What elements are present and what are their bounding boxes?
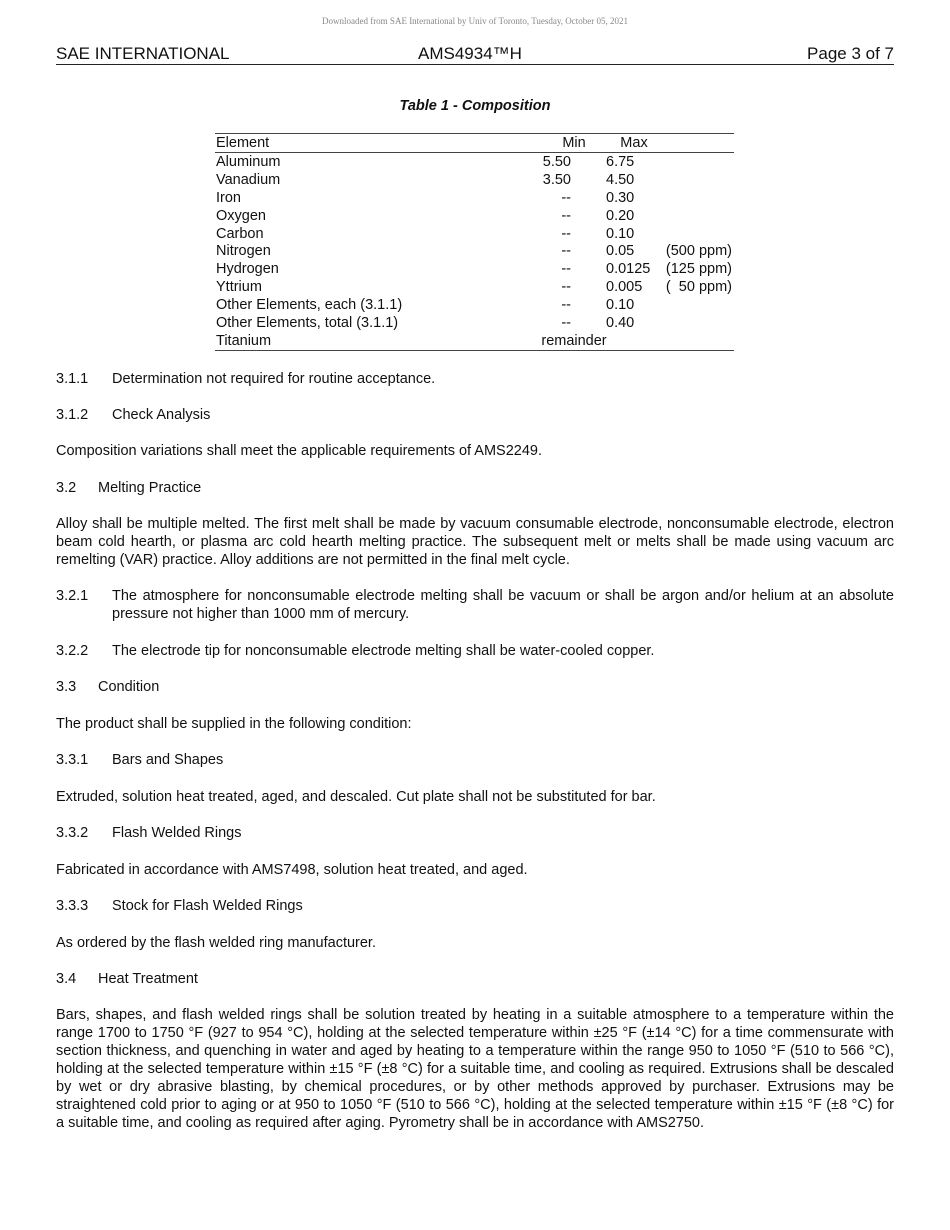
cell-max: 6.75 xyxy=(606,154,635,170)
section-text: The atmosphere for nonconsumable electrode melting shall be vacuum or shall be argon and/or helium at an absolute pressure not higher than 1000 mm of mercury. xyxy=(112,588,894,622)
column-header-max: Max xyxy=(620,135,648,151)
cell-max: 0.0125 xyxy=(606,261,651,278)
section-3-2-1 xyxy=(56,587,894,627)
cell-element: Vanadium xyxy=(216,171,281,188)
table-row xyxy=(215,260,734,278)
cell-min: -- xyxy=(561,279,571,296)
paragraph-3-3-1: Extruded, solution heat treated, aged, and descaled. Cut plate shall not be substituted for bar. xyxy=(56,789,656,805)
cell-ppm: ( 50 ppm) xyxy=(665,279,732,296)
section-title: Heat Treatment xyxy=(98,971,198,987)
composition-table xyxy=(215,133,734,351)
section-title: Flash Welded Rings xyxy=(112,825,242,841)
section-title: Condition xyxy=(98,679,160,695)
section-title: Bars and Shapes xyxy=(112,752,224,768)
section-number: 3.1.1 xyxy=(56,371,89,387)
cell-element: Titanium xyxy=(216,332,272,349)
paragraph-3-3-2: Fabricated in accordance with AMS7498, solution heat treated, and aged. xyxy=(56,862,528,878)
paragraph-3-1-2: Composition variations shall meet the applicable requirements of AMS2249. xyxy=(56,443,543,459)
cell-min: 3.50 xyxy=(542,171,571,188)
table-row xyxy=(215,225,734,243)
cell-ppm: (500 ppm) xyxy=(665,243,732,260)
cell-element: Carbon xyxy=(216,225,264,242)
column-header-min: Min xyxy=(562,135,586,151)
cell-element: Hydrogen xyxy=(216,261,279,278)
cell-max: 0.10 xyxy=(606,297,635,314)
cell-min: -- xyxy=(561,261,571,278)
section-number: 3.4 xyxy=(56,971,77,987)
cell-max: 0.005 xyxy=(606,279,643,296)
cell-element: Nitrogen xyxy=(216,243,271,260)
cell-min: -- xyxy=(561,297,571,314)
section-title: Check Analysis xyxy=(112,407,211,423)
paragraph-3-3: The product shall be supplied in the following condition: xyxy=(56,716,412,732)
cell-min: -- xyxy=(561,243,571,260)
cell-max: 0.20 xyxy=(606,207,635,224)
table-row xyxy=(215,207,734,225)
section-title: Stock for Flash Welded Rings xyxy=(112,898,303,914)
download-watermark: Downloaded from SAE International by Univ of Toronto, Tuesday, October 05, 2021 xyxy=(321,16,629,26)
section-number: 3.3.1 xyxy=(56,752,89,768)
header-organization: SAE INTERNATIONAL xyxy=(56,44,230,63)
paragraph-3-3-3: As ordered by the flash welded ring manufacturer. xyxy=(56,935,376,951)
cell-min: -- xyxy=(561,189,571,206)
table-row xyxy=(215,171,734,189)
header-page-number: Page 3 of 7 xyxy=(807,44,894,63)
cell-max: 0.10 xyxy=(606,225,635,242)
section-number: 3.2.2 xyxy=(56,643,89,659)
cell-max: 0.30 xyxy=(606,189,635,206)
cell-max: 0.05 xyxy=(606,243,635,260)
cell-max: 0.40 xyxy=(606,315,635,332)
section-number: 3.3.3 xyxy=(56,898,89,914)
table-row xyxy=(215,242,734,260)
cell-element: Yttrium xyxy=(216,279,262,296)
paragraph-3-2: Alloy shall be multiple melted. The first melt shall be made by vacuum consumable electrode, nonconsumable electrode, electron beam cold hearth, or plasma arc cold hearth melting practice. The subsequent melt or melts shall be made using vacuum arc remelting (VAR) practice. Alloy additions are not permitted in the final melt cycle. xyxy=(56,516,894,568)
cell-element: Other Elements, each (3.1.1) xyxy=(216,297,403,314)
table-row xyxy=(215,332,734,351)
section-text: The electrode tip for nonconsumable electrode melting shall be water-cooled copper. xyxy=(112,643,655,659)
section-title: Melting Practice xyxy=(98,480,202,496)
page-header xyxy=(56,44,894,65)
table-title: Table 1 - Composition xyxy=(399,98,551,114)
column-header-element: Element xyxy=(216,135,270,151)
table-row xyxy=(215,153,734,171)
cell-max: 4.50 xyxy=(606,171,635,188)
cell-element: Iron xyxy=(216,189,241,206)
table-row xyxy=(215,189,734,207)
cell-min: -- xyxy=(561,225,571,242)
header-document-id: AMS4934™H xyxy=(418,44,522,63)
section-number: 3.2 xyxy=(56,480,77,496)
cell-element: Other Elements, total (3.1.1) xyxy=(216,315,399,332)
cell-min: 5.50 xyxy=(542,154,571,170)
cell-min: -- xyxy=(561,315,571,332)
section-number: 3.3 xyxy=(56,679,77,695)
section-number: 3.1.2 xyxy=(56,407,89,423)
table-row xyxy=(215,278,734,296)
cell-element: Aluminum xyxy=(216,154,281,170)
table-header-row xyxy=(215,133,734,153)
cell-min: -- xyxy=(561,207,571,224)
table-row xyxy=(215,296,734,314)
section-number: 3.2.1 xyxy=(56,588,89,604)
section-text: Determination not required for routine acceptance. xyxy=(112,371,436,387)
cell-ppm: (125 ppm) xyxy=(665,261,732,278)
table-row xyxy=(215,314,734,332)
section-number: 3.3.2 xyxy=(56,825,89,841)
cell-min: remainder xyxy=(541,332,607,349)
paragraph-3-4: Bars, shapes, and flash welded rings shall be solution treated by heating in a suitable atmosphere to a temperature within the range 1700 to 1750 °F (927 to 954 °C), holding at the selected temperature within ±25 °F (±14 °C) for a time commensurate with section thickness, and quenching in water and aged by heating to a temperature within the range 950 to 1050 °F (510 to 566 °C), holding at the selected temperature within ±15 °F (±8 °C) for a suitable time, and cooling as required. Extrusions shall be descaled by wet or dry abrasive blasting, by chemical procedures, or by other methods approved by purchaser. Extrusions may be straightened cold prior to aging or at 950 to 1050 °F (510 to 566 °C), holding at the selected temperature within ±15 °F (±8 °C) for a suitable time, and cooling as required after aging. Pyrometry shall be in accordance with AMS2750. xyxy=(56,1007,894,1131)
cell-element: Oxygen xyxy=(216,207,266,224)
